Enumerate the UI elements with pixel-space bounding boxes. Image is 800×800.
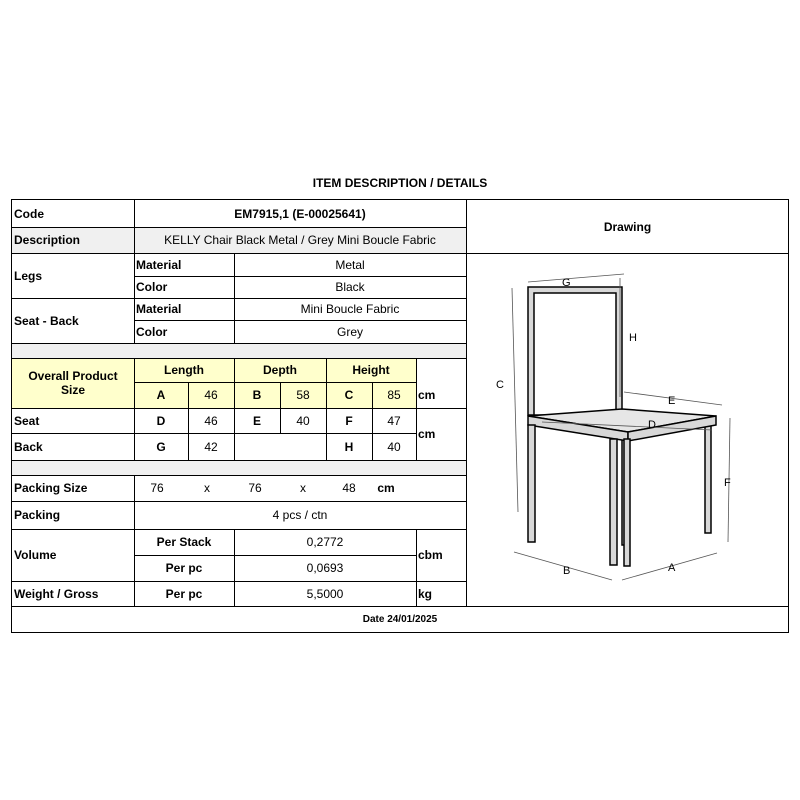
drawing-label-e: E [668,395,676,407]
chair-front-corner-leg [624,439,630,566]
volume-unit: cbm [418,548,443,562]
dim-e-value: 40 [296,413,310,428]
depth-header: Depth [263,363,297,377]
seat-back-material-value: Mini Boucle Fabric [300,302,400,316]
dim-f-label: F [345,413,353,428]
page-title: ITEM DESCRIPTION / DETAILS [312,176,488,190]
dim-g-value: 42 [204,439,218,454]
seat-back-label: Seat - Back [14,313,79,328]
dim-c-label: C [344,388,354,402]
chair-front-right-leg [610,439,617,565]
seat-back-color-label: Color [136,324,168,339]
code-label: Code [14,206,44,221]
length-header: Length [164,363,204,377]
dim-line-g [528,274,624,282]
description-value: KELLY Chair Black Metal / Grey Mini Boucle Fabric [164,233,436,247]
volume-per-pc-label: Per pc [165,561,203,575]
dim-e-label: E [252,413,261,428]
drawing-label-c: C [496,379,504,391]
chair-backrest-inner [534,293,616,415]
packing-height: 48 [342,481,356,495]
dim-g-label: G [156,439,166,454]
dim-a-value: 46 [204,388,218,402]
packing-width: 76 [248,481,262,495]
weight-unit: kg [418,586,433,601]
overall-size-label-line1: Overall Product [28,369,118,383]
legs-color-label: Color [136,280,168,294]
seat-back-material-label: Material [136,302,182,316]
overall-size-label-line2: Size [60,383,85,397]
dim-h-label: H [344,439,354,454]
chair-front-left-leg [528,425,535,542]
packing-length: 76 [150,481,164,495]
dim-b-label: B [252,388,262,402]
back-dim-label: Back [14,439,43,454]
weight-value: 5,5000 [306,586,344,601]
packing-size-unit: cm [377,481,395,495]
date-footer: Date 24/01/2025 [362,613,438,625]
chair-back-left-leg [705,418,711,533]
packing-value: 4 pcs / ctn [272,508,328,522]
chair-illustration [528,287,716,566]
packing-size-label: Packing Size [14,481,88,495]
packing-x-1: x [204,481,210,495]
overall-unit: cm [418,388,436,402]
drawing-label-f: F [724,477,731,489]
seat-dim-label: Seat [14,413,40,428]
dim-line-c [512,288,518,512]
legs-material-value: Metal [335,257,365,272]
packing-x-2: x [300,481,306,495]
volume-per-stack-value: 0,2772 [306,535,344,549]
dim-c-value: 85 [387,388,401,402]
dim-b-value: 58 [296,388,310,402]
height-header: Height [352,363,390,377]
seat-back-color-value: Grey [336,324,363,339]
dim-d-value: 46 [204,413,218,428]
drawing-label-b: B [563,565,571,577]
description-label: Description [14,233,81,247]
chair-drawing [12,200,788,632]
legs-label: Legs [14,268,43,283]
volume-per-stack-label: Per Stack [156,535,212,549]
dim-h-value: 40 [387,439,401,454]
packing-label: Packing [14,508,61,522]
legs-color-value: Black [335,280,365,294]
volume-per-pc-value: 0,0693 [306,561,344,575]
volume-label: Volume [14,548,57,562]
drawing-label: Drawing [603,219,652,234]
weight-label: Weight / Gross [14,586,99,601]
seat-back-unit: cm [418,427,436,441]
drawing-label-d: D [648,419,656,431]
dim-f-value: 47 [387,413,401,428]
drawing-label-h: H [629,332,637,344]
code-value: EM7915,1 (E-00025641) [234,206,366,221]
item-details-sheet [11,199,789,633]
dim-d-label: D [156,413,166,428]
weight-per-pc-label: Per pc [165,586,203,601]
drawing-label-g: G [562,277,571,289]
dim-a-label: A [156,388,166,402]
drawing-label-a: A [668,562,676,574]
legs-material-label: Material [136,257,182,272]
